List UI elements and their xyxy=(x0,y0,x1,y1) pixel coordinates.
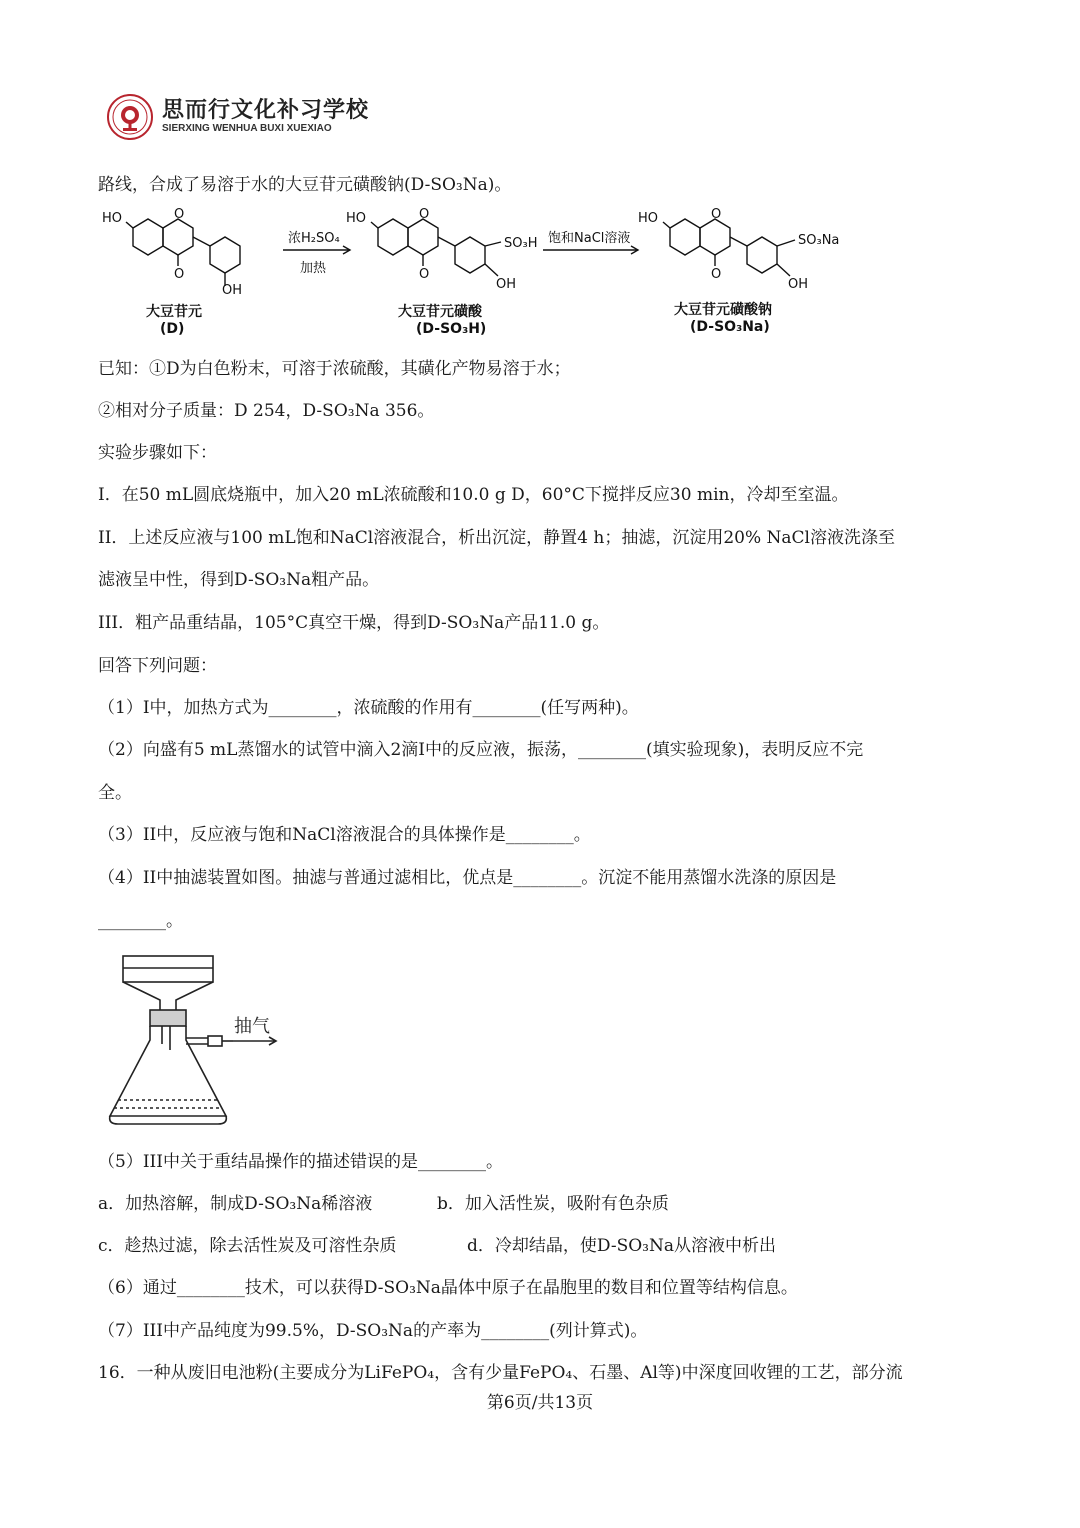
mol3-ho-label: HO xyxy=(638,211,659,226)
school-name-cn: 思而行文化补习学校 xyxy=(162,98,370,123)
option-b: b．加入活性炭，吸附有色杂质 xyxy=(437,1194,669,1214)
suction-filter-apparatus xyxy=(98,948,298,1133)
option-c: c．趁热过滤，除去活性炭及可溶性杂质 xyxy=(98,1236,397,1256)
school-name-en: SIERXING WENHUA BUXI XUEXIAO xyxy=(162,123,332,134)
step-1: I．在50 mL圆底烧瓶中，加入20 mL浓硫酸和10.0 g D，60°C下搅拌反应30 min，冷却至室温。 xyxy=(98,485,849,505)
question-1: （1）I中，加热方式为________，浓硫酸的作用有________(任写两种)。 xyxy=(98,698,639,718)
question-6: （6）通过________技术，可以获得D-SO₃Na晶体中原子在晶胞里的数目和位置等结构信息。 xyxy=(98,1278,798,1298)
mol2-ring-o-label: O xyxy=(419,207,430,222)
arrow1-reagent: 浓H₂SO₄ xyxy=(288,231,340,246)
suction-label: 抽气 xyxy=(234,1016,270,1037)
mol2-keto-o-label: O xyxy=(419,267,430,282)
question-16: 16．一种从废旧电池粉(主要成分为LiFePO₄，含有少量FePO₄、石墨、Al等)中深度回收锂的工艺，部分流 xyxy=(98,1363,903,1383)
school-header xyxy=(106,92,369,142)
arrow2-reagent: 饱和NaCl溶液 xyxy=(548,231,631,246)
mol3-so3na-label: SO₃Na xyxy=(798,233,840,248)
mol2-ho-label: HO xyxy=(346,211,367,226)
mol3-name: 大豆苷元磺酸钠 xyxy=(674,302,772,318)
mol2-oh-label: OH xyxy=(496,277,517,292)
step-2-line-2: 滤液呈中性，得到D-SO₃Na粗产品。 xyxy=(98,570,380,590)
intro-text: 路线，合成了易溶于水的大豆苷元磺酸钠(D-SO₃Na)。 xyxy=(98,175,512,195)
mol1-ring-o-label: O xyxy=(174,207,185,222)
mol1-code: (D) xyxy=(160,321,185,337)
steps-title: 实验步骤如下： xyxy=(98,443,217,463)
question-4-line-2: ________。 xyxy=(98,911,183,931)
arrow1-condition: 加热 xyxy=(300,261,327,276)
option-d: d．冷却结晶，使D-SO₃Na从溶液中析出 xyxy=(467,1236,776,1256)
school-logo xyxy=(106,93,154,141)
mol3-keto-o-label: O xyxy=(711,267,722,282)
mol1-ho-label: HO xyxy=(102,211,123,226)
mol2-name: 大豆苷元磺酸 xyxy=(398,304,482,320)
mol1-name: 大豆苷元 xyxy=(146,304,202,320)
question-2-line-2: 全。 xyxy=(98,783,132,803)
mol1-oh-label: OH xyxy=(222,283,243,298)
answer-title: 回答下列问题： xyxy=(98,656,217,676)
mol3-oh-label: OH xyxy=(788,277,809,292)
option-a: a．加热溶解，制成D-SO₃Na稀溶液 xyxy=(98,1194,373,1214)
question-7: （7）III中产品纯度为99.5%，D-SO₃Na的产率为________(列计算式)。 xyxy=(98,1321,648,1341)
mol3-ring-o-label: O xyxy=(711,207,722,222)
question-3: （3）II中，反应液与饱和NaCl溶液混合的具体操作是________。 xyxy=(98,825,591,845)
mol1-keto-o-label: O xyxy=(174,267,185,282)
known-info-1: 已知：①D为白色粉末，可溶于浓硫酸，其磺化产物易溶于水； xyxy=(98,359,571,379)
mol2-so3h-label: SO₃H xyxy=(504,236,538,251)
question-2-line-1: （2）向盛有5 mL蒸馏水的试管中滴入2滴I中的反应液，振荡，________(填实验现象)，表明反应不完 xyxy=(98,740,864,760)
known-info-2: ②相对分子质量：D 254，D-SO₃Na 356。 xyxy=(98,401,435,421)
mol2-code: (D-SO₃H) xyxy=(416,321,487,337)
question-5: （5）III中关于重结晶操作的描述错误的是________。 xyxy=(98,1152,503,1172)
step-2-line-1: II．上述反应液与100 mL饱和NaCl溶液混合，析出沉淀，静置4 h；抽滤，沉淀用20% NaCl溶液洗涤至 xyxy=(98,528,895,548)
question-4-line-1: （4）II中抽滤装置如图。抽滤与普通过滤相比，优点是________。沉淀不能用蒸馏水洗涤的原因是 xyxy=(98,868,837,888)
step-3: III．粗产品重结晶，105°C真空干燥，得到D-SO₃Na产品11.0 g。 xyxy=(98,613,610,633)
page-footer: 第6页/共13页 xyxy=(486,1393,594,1413)
mol3-code: (D-SO₃Na) xyxy=(690,319,770,335)
reaction-scheme xyxy=(98,198,858,346)
